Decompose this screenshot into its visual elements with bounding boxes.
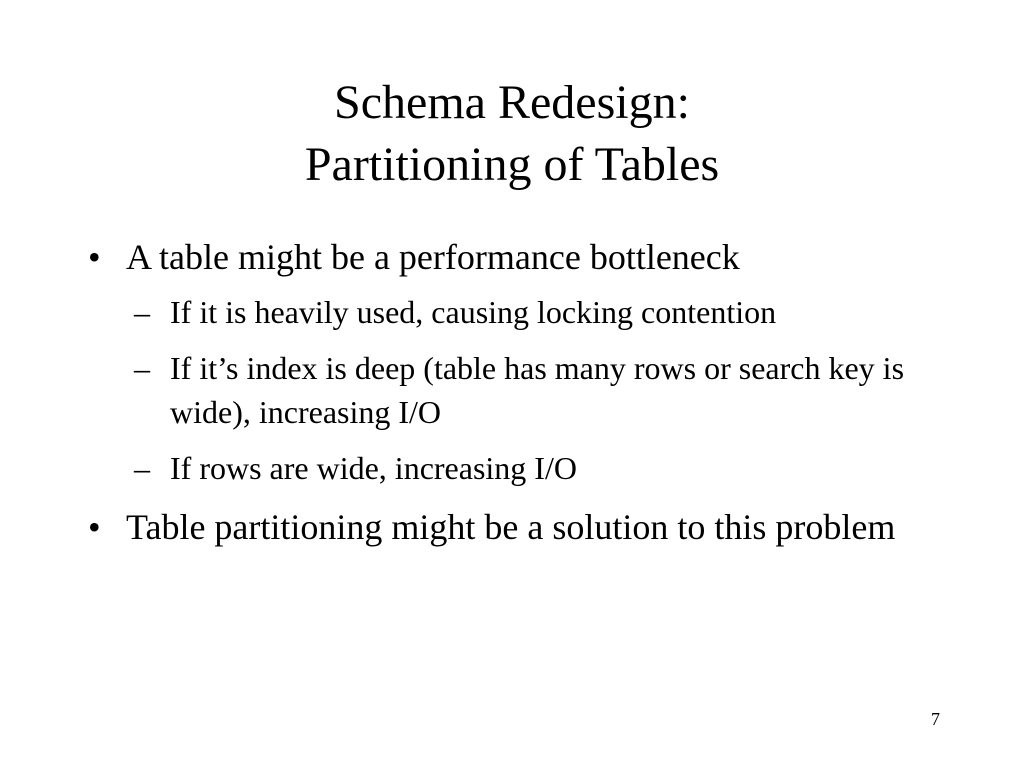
bullet-marker: • <box>88 237 101 277</box>
sub-bullet-marker: – <box>134 294 150 330</box>
sub-bullet-item-2 <box>134 346 968 434</box>
bullet-item-2 <box>88 502 968 552</box>
bullet-marker: • <box>88 507 101 547</box>
sub-bullet-marker: – <box>134 350 150 386</box>
sub-bullet-text: If rows are wide, increasing I/O <box>170 450 577 486</box>
sub-bullet-text: If it’s index is deep (table has many rows or search key is wide), increasing I/O <box>170 350 905 430</box>
bullet-text: A table might be a performance bottleneck <box>126 237 740 277</box>
sub-bullet-text: If it is heavily used, causing locking contention <box>170 294 777 330</box>
slide-title-line-1: Schema Redesign: <box>334 76 690 129</box>
slide-title-line-2: Partitioning of Tables <box>304 138 720 191</box>
sub-bullet-item-1 <box>134 290 968 334</box>
slide-title <box>0 72 1024 196</box>
page-number: 7 <box>931 709 940 729</box>
bullet-list <box>88 232 968 552</box>
bullet-text: Table partitioning might be a solution to this problem <box>126 507 896 547</box>
sub-bullet-list <box>88 290 968 490</box>
bullet-item-1 <box>88 232 968 490</box>
sub-bullet-marker: – <box>134 450 150 486</box>
sub-bullet-item-3 <box>134 446 968 490</box>
